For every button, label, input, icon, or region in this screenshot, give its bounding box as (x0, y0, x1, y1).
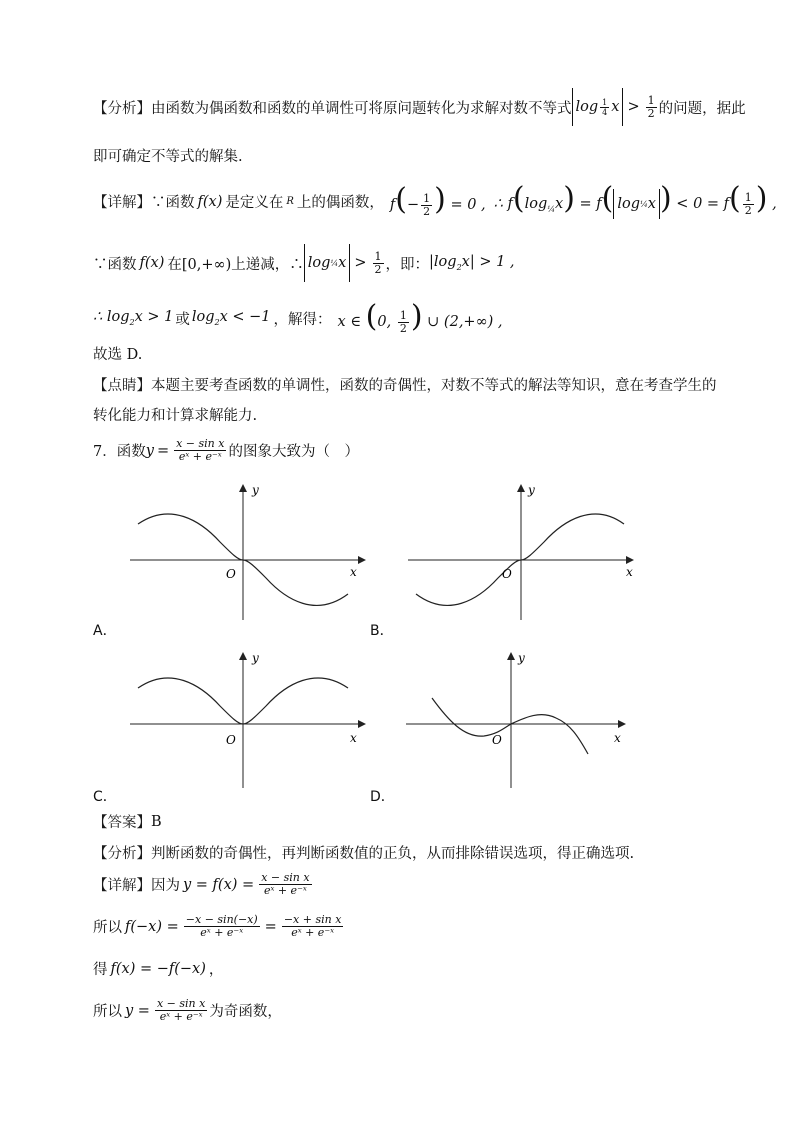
detail-tag: 【详解】 (93, 195, 151, 211)
fx: f(x) (197, 193, 223, 210)
log-text: log (575, 99, 599, 115)
detail2-text: 因为 (151, 878, 180, 894)
q-y: y (145, 442, 154, 459)
question-7 (93, 438, 359, 463)
abs-log-expression (572, 88, 624, 126)
y-label-a: y (252, 483, 259, 497)
log-base: $\frac{1}{4}$ (602, 97, 608, 117)
log-arg: x (611, 99, 620, 115)
detail2-l3-eq: f(x) = −f(−x) (110, 960, 206, 977)
graph-option-c[interactable] (130, 648, 370, 798)
detail2-eq: y = f(x) = (183, 876, 255, 893)
comment-line-2 (93, 404, 257, 425)
x-label-a: x (350, 565, 357, 579)
detail2-l2-text: 所以 (93, 920, 122, 936)
analysis-text-3: 即可确定不等式的解集. (93, 149, 243, 165)
half-fraction: $\frac{1}{2}$ (647, 93, 655, 120)
option-d-label[interactable]: D． (370, 789, 395, 805)
y-label-c: y (252, 651, 259, 665)
choose-text: 故选 D. (93, 347, 143, 363)
detail-l2-text3: ，即： (385, 256, 430, 273)
detail2-l2-eq: f(−x) = (125, 918, 179, 935)
analysis-tag: 【分析】 (93, 100, 151, 117)
option-c-label[interactable]: C． (93, 789, 117, 805)
graph-option-d[interactable] (400, 648, 640, 798)
comment-line-1 (93, 374, 717, 395)
abs-log-2: log ¼ x (304, 244, 351, 282)
detail-choose (93, 343, 142, 364)
comment-text: 本题主要考查函数的单调性，函数的奇偶性，对数不等式的解法等知识，意在考查学生的 (151, 378, 717, 394)
analysis2-line (93, 842, 634, 863)
detail2-line-1 (93, 872, 314, 897)
detail2-l3-end: ， (208, 962, 224, 978)
detail2-l2-frac2: $\frac{\text{−x + sin x}}{\text{eˣ + e⁻ˣ}}$ (283, 913, 342, 939)
detail2-frac: $\frac{\text{x − sin x}}{\text{eˣ + e⁻ˣ}}$ (261, 871, 310, 897)
x-label-d: x (614, 731, 621, 745)
detail2-l4-frac: $\frac{\text{x − sin x}}{\text{eˣ + e⁻ˣ}}$ (156, 997, 206, 1023)
detail-text-2: 是定义在 (225, 195, 284, 211)
detail2-line-3 (93, 958, 223, 979)
answer-value: B (151, 813, 162, 830)
option-a-label[interactable]: A． (93, 623, 117, 639)
analysis-line-2 (93, 145, 243, 166)
x-label-b: x (626, 565, 633, 579)
log2-cases: ∴ $\log_2x > 1$ (93, 309, 174, 328)
detail2-l2-frac1: $\frac{-x - \sin(-x)}{\text{eˣ + e⁻ˣ}}$ (185, 913, 258, 939)
graph-option-a[interactable] (130, 480, 370, 630)
solution-set: x ∈ (0, $\frac{1}{2}$ ) ∪ (2,+∞) , (337, 299, 503, 335)
detail2-line-2 (93, 914, 345, 939)
detail-text-3: 上的偶函数， (296, 195, 384, 211)
detail-line-3: ∴ $\log_2x > 1$ 或 $\log_2x < -1$ ，解得： x ∈ (0, $\frac{1}{2}$ ) ∪ (2,+∞) , (93, 299, 503, 335)
detail-l2-text2: 在[0,+∞)上递减，∴ (167, 256, 304, 273)
origin-a: O (226, 567, 236, 581)
analysis-line-1 (93, 88, 746, 126)
detail2-line-4 (93, 998, 282, 1023)
eq-f-neg-half: f(− $\frac{1}{2}$ ) = 0 , (389, 182, 486, 218)
question-number: 7．函数 (93, 444, 146, 460)
detail2-tag: 【详解】 (93, 878, 151, 894)
analysis2-tag: 【分析】 (93, 846, 151, 862)
detail2-l2-eq2: = (264, 918, 277, 935)
x-label-c: x (350, 731, 357, 745)
half-fraction-2: $\frac{1}{2}$ (374, 249, 382, 276)
answer-line (93, 811, 162, 832)
comment-text-2: 转化能力和计算求解能力. (93, 408, 258, 424)
eq-chain: ∴ $f(\log_{\frac{1}{4}}x) = f$( log ¼ x ) < 0 = f( $\frac{1}{2}$ ) , (494, 184, 777, 219)
q-fraction: $\frac{\text{x − sin x}}{\text{eˣ + e⁻ˣ}}$ (176, 437, 225, 463)
detail2-l4-end: 为奇函数， (209, 1004, 282, 1020)
analysis-text-2: 的问题，据此 (658, 100, 746, 117)
analysis2-text: 判断函数的奇偶性，再判断函数值的正负，从而排除错误选项，得正确选项. (151, 846, 635, 862)
detail-l2-text: ∵函数 (93, 256, 137, 273)
ineq-log2: $|\log_2x| > 1$ , (429, 254, 515, 272)
log2-case-2: $\log_2x < -1$ (191, 309, 271, 328)
analysis-text: 由函数为偶函数和函数的单调性可将原问题转化为求解对数不等式 (151, 100, 572, 117)
answer-tag: 【答案】 (93, 815, 151, 831)
y-label-b: y (528, 483, 535, 497)
option-b-label[interactable]: B． (370, 623, 394, 639)
origin-b: O (502, 567, 512, 581)
graph-option-b[interactable] (408, 480, 648, 630)
question-text: 的图象大致为（ ） (228, 444, 359, 460)
detail-line-2: ∵函数 f(x) 在[0,+∞)上递减，∴ log ¼ x > $\frac{1}{2}$ ，即： $|\log_2x| > 1$ , (93, 244, 515, 282)
detail-text: ∵函数 (151, 195, 195, 211)
y-label-d: y (518, 651, 525, 665)
origin-d: O (492, 733, 502, 747)
reals-symbol: R (286, 196, 294, 207)
origin-c: O (226, 733, 236, 747)
detail2-l3-text: 得 (93, 962, 108, 978)
detail-line-1 (93, 181, 777, 219)
fx-2: f(x) (139, 255, 165, 271)
detail2-l4-eq: y = (125, 1002, 150, 1019)
comment-tag: 【点睛】 (93, 378, 151, 394)
q-eq: = (156, 442, 170, 459)
gt-sign: > (627, 99, 640, 115)
detail2-l4-text: 所以 (93, 1004, 122, 1020)
